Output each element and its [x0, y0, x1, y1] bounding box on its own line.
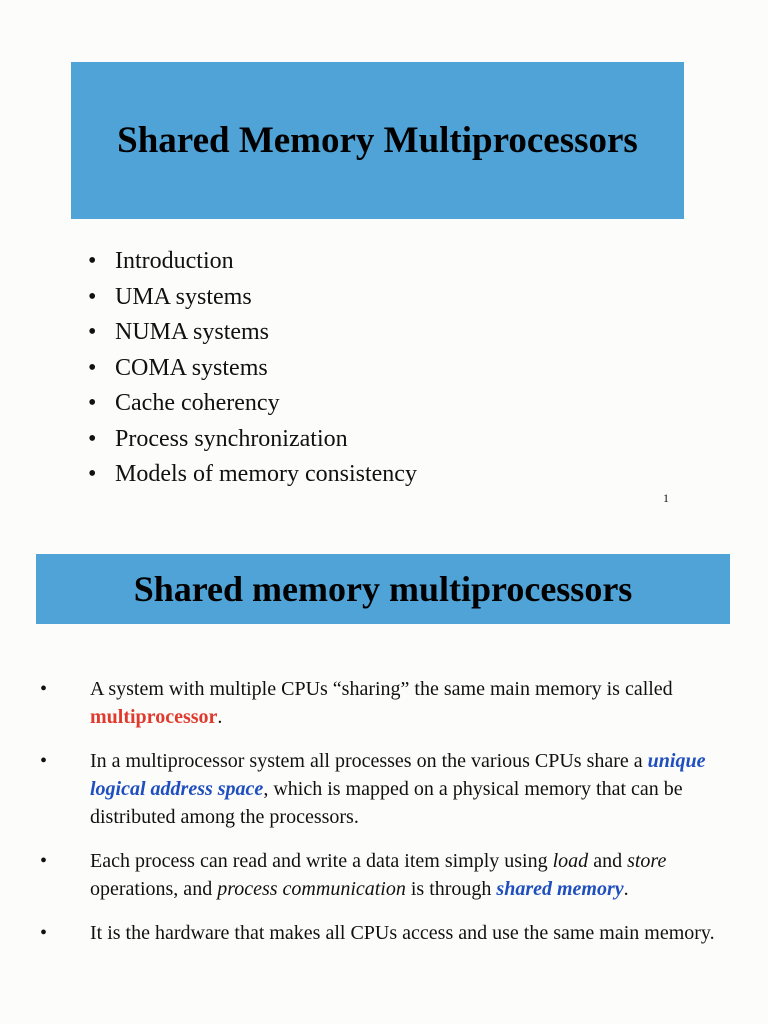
list-item: • Models of memory consistency — [88, 457, 417, 493]
paragraph-shared-memory: Each process can read and write a data item simply using load and store operations, and process communication is through shared memory. — [90, 850, 667, 900]
bullet-text: Models of memory consistency — [115, 461, 417, 487]
list-item: • It is the hardware that makes all CPUs access and use the same main memory. — [40, 919, 730, 947]
slide2-title: Shared memory multiprocessors — [36, 554, 730, 624]
bullet-text: Process synchronization — [115, 425, 348, 452]
list-item: • NUMA systems — [88, 315, 417, 351]
bullet-text: NUMA systems — [115, 319, 270, 345]
paragraph-hardware: It is the hardware that makes all CPUs access and use the same main memory. — [90, 922, 715, 944]
paragraph-multiprocessor: A system with multiple CPUs “sharing” the same main memory is called multiprocessor. — [90, 678, 673, 728]
highlight-address-space: unique logical address space — [90, 750, 706, 800]
bullet-text: COMA systems — [115, 354, 268, 381]
bullet-text: Introduction — [115, 248, 234, 274]
highlight-shared-memory: shared memory — [496, 878, 624, 900]
list-item: • In a multiprocessor system all processes on the various CPUs share a unique logical address space, which is mapped on a physical memory that can be distributed among the processors. — [40, 747, 730, 831]
list-item: • Introduction — [88, 244, 417, 280]
bullet-text: UMA systems — [115, 283, 252, 310]
slide1-bullet-list — [88, 244, 417, 493]
highlight-multiprocessor: multiprocessor — [90, 706, 218, 728]
list-item: • UMA systems — [88, 280, 417, 316]
list-item: • COMA systems — [88, 351, 417, 387]
list-item: • Cache coherency — [88, 386, 417, 422]
list-item: • Each process can read and write a data item simply using load and store operations, and process communication is through shared memory. — [40, 847, 730, 903]
list-item: • A system with multiple CPUs “sharing” the same main memory is called multiprocessor. — [40, 675, 730, 731]
list-item: • Process synchronization — [88, 422, 417, 458]
paragraph-address-space: In a multiprocessor system all processes on the various CPUs share a unique logical address space, which is mapped on a physical memory that can be distributed among the processors. — [90, 750, 706, 828]
slide2-bullet-list — [40, 675, 730, 963]
bullet-text: Cache coherency — [115, 390, 280, 416]
page-number: 1 — [663, 491, 669, 505]
slide1-title: Shared Memory Multiprocessors — [71, 62, 684, 219]
